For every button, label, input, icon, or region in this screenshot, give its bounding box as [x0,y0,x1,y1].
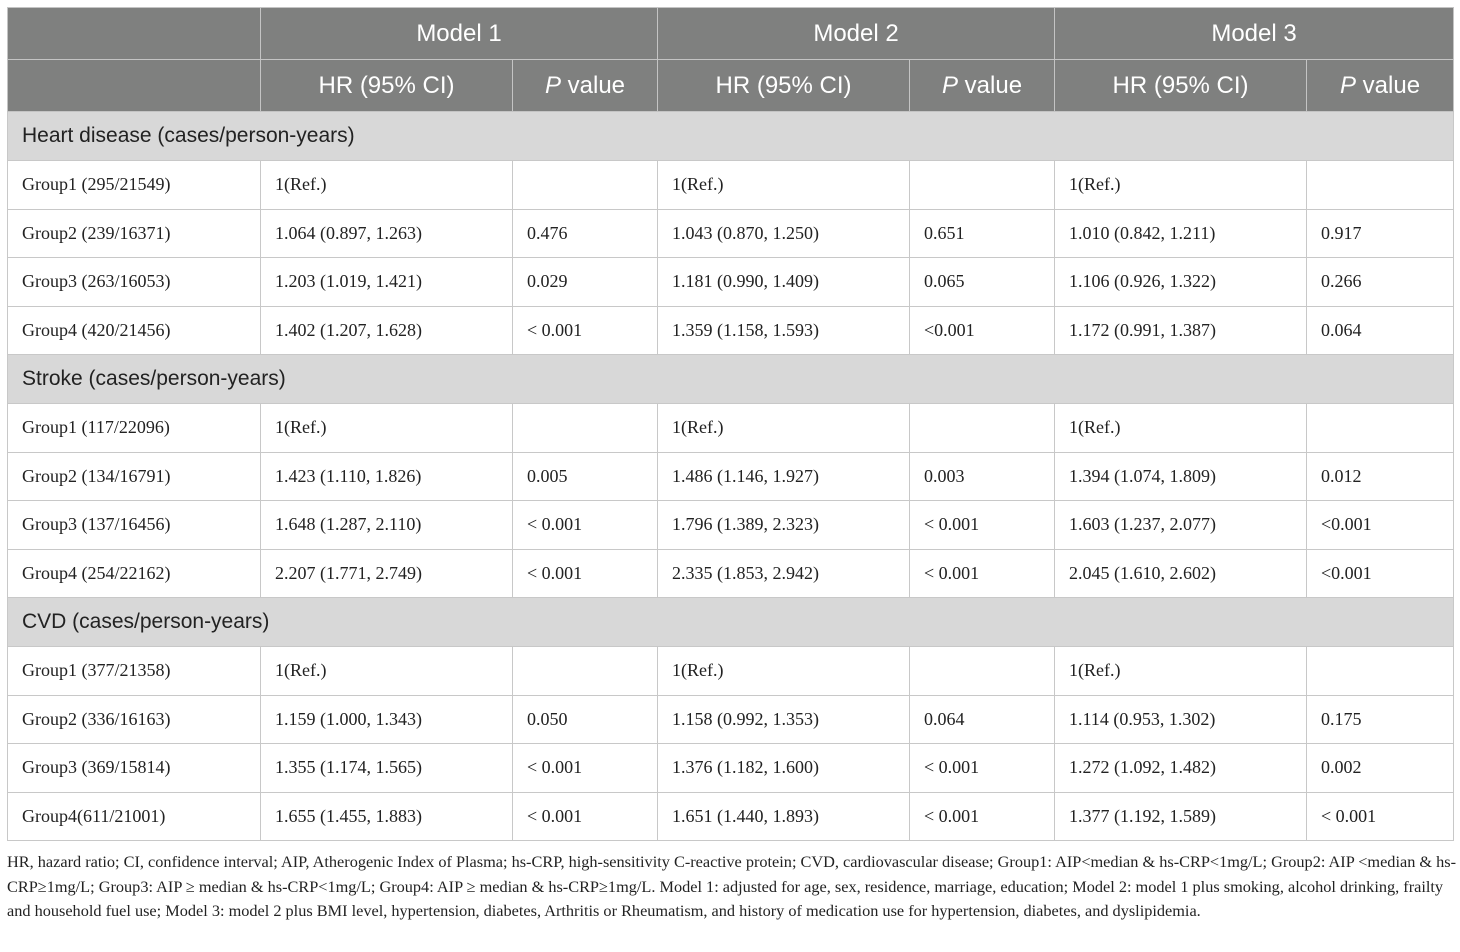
section-header-row [8,355,1454,404]
model-3-hr-cell: 1.377 (1.192, 1.589) [1055,792,1307,841]
group-cell: Group1 (117/22096) [8,404,261,453]
corner-cell-lower [8,60,261,112]
table-row [8,744,1454,793]
model-1-hr-cell: 1.064 (0.897, 1.263) [261,209,513,258]
p-italic: P [941,71,958,99]
model-2-p-cell: <0.001 [910,306,1055,355]
group-cell: Group4 (254/22162) [8,549,261,598]
model-1-p-cell: 0.005 [513,452,658,501]
model-1-hr-cell: 1.402 (1.207, 1.628) [261,306,513,355]
model-2-hr-cell: 1.043 (0.870, 1.250) [658,209,910,258]
model-3-p-cell: < 0.001 [1307,792,1454,841]
table-row [8,695,1454,744]
model-2-hr-cell: 1.359 (1.158, 1.593) [658,306,910,355]
group-cell: Group3 (263/16053) [8,258,261,307]
model-2-p-cell: 0.064 [910,695,1055,744]
model-1-p-cell: 0.476 [513,209,658,258]
group-cell: Group4(611/21001) [8,792,261,841]
model-2-p-cell [910,161,1055,210]
model-1-p-cell: < 0.001 [513,744,658,793]
model-3-p-cell: <0.001 [1307,501,1454,550]
model-3-hr-cell: 1.010 (0.842, 1.211) [1055,209,1307,258]
table-row [8,647,1454,696]
model-3-hr-cell: 1(Ref.) [1055,647,1307,696]
model-2-hr-cell: 1(Ref.) [658,404,910,453]
table-row [8,209,1454,258]
p-label-rest: value [1356,71,1421,99]
hr-header: HR (95% CI) [261,60,513,112]
table-row [8,792,1454,841]
table-row [8,549,1454,598]
model-3-p-cell: 0.917 [1307,209,1454,258]
corner-cell [8,8,261,60]
group-cell: Group4 (420/21456) [8,306,261,355]
model-1-header: Model 1 [261,8,658,60]
model-2-p-cell: < 0.001 [910,501,1055,550]
model-2-hr-cell: 1.796 (1.389, 2.323) [658,501,910,550]
hazard-ratio-table [7,7,1454,841]
table-row [8,161,1454,210]
table-row [8,258,1454,307]
group-cell: Group3 (137/16456) [8,501,261,550]
hr-header: HR (95% CI) [658,60,910,112]
section-title: Stroke (cases/person-years) [8,355,1454,404]
group-cell: Group1 (295/21549) [8,161,261,210]
model-3-hr-cell: 1.272 (1.092, 1.482) [1055,744,1307,793]
model-3-header: Model 3 [1055,8,1454,60]
section-header-row [8,598,1454,647]
model-1-p-cell: < 0.001 [513,501,658,550]
model-2-hr-cell: 1.486 (1.146, 1.927) [658,452,910,501]
group-cell: Group3 (369/15814) [8,744,261,793]
model-3-p-cell [1307,647,1454,696]
model-3-hr-cell: 2.045 (1.610, 2.602) [1055,549,1307,598]
model-1-hr-cell: 1(Ref.) [261,647,513,696]
model-2-p-cell [910,647,1055,696]
model-1-p-cell [513,647,658,696]
model-1-hr-cell: 1.159 (1.000, 1.343) [261,695,513,744]
p-value-header [910,60,1055,112]
model-2-hr-cell: 1(Ref.) [658,161,910,210]
model-3-hr-cell: 1.106 (0.926, 1.322) [1055,258,1307,307]
results-table-container [7,7,1453,841]
model-2-p-cell: < 0.001 [910,744,1055,793]
model-1-p-cell [513,404,658,453]
model-3-p-cell: <0.001 [1307,549,1454,598]
model-3-hr-cell: 1(Ref.) [1055,161,1307,210]
model-1-p-cell: < 0.001 [513,549,658,598]
section-title: CVD (cases/person-years) [8,598,1454,647]
model-header-row [8,8,1454,60]
model-1-hr-cell: 1.423 (1.110, 1.826) [261,452,513,501]
model-2-p-cell: < 0.001 [910,549,1055,598]
model-1-hr-cell: 1.655 (1.455, 1.883) [261,792,513,841]
model-3-p-cell: 0.064 [1307,306,1454,355]
model-2-p-cell: < 0.001 [910,792,1055,841]
table-row [8,452,1454,501]
table-row [8,501,1454,550]
p-italic: P [1340,71,1357,99]
group-cell: Group2 (336/16163) [8,695,261,744]
model-1-p-cell: 0.050 [513,695,658,744]
section-title: Heart disease (cases/person-years) [8,112,1454,161]
p-value-header [513,60,658,112]
model-2-hr-cell: 1.376 (1.182, 1.600) [658,744,910,793]
model-1-p-cell: < 0.001 [513,306,658,355]
model-3-hr-cell: 1.394 (1.074, 1.809) [1055,452,1307,501]
group-cell: Group2 (134/16791) [8,452,261,501]
section-header-row [8,112,1454,161]
model-1-p-cell [513,161,658,210]
model-1-p-cell: 0.029 [513,258,658,307]
model-2-p-cell: 0.003 [910,452,1055,501]
table-header [8,8,1454,112]
hr-header: HR (95% CI) [1055,60,1307,112]
p-italic: P [544,71,561,99]
model-3-hr-cell: 1.603 (1.237, 2.077) [1055,501,1307,550]
model-3-p-cell [1307,161,1454,210]
model-2-p-cell: 0.065 [910,258,1055,307]
table-footnote: HR, hazard ratio; CI, confidence interval; AIP, Atherogenic Index of Plasma; hs-CRP, high-sensitivity C-reactive protein; CVD, cardiovascular disease; Group1: AIP<median & hs-CRP<1mg/L; Group2: AIP <median & hs-CRP≥1mg/L; Group3: AIP ≥ median & hs-CRP<1mg/L; Group4: AIP ≥ median & hs-CRP≥1mg/L. Model 1: adjusted for age, sex, residence, marriage, education; Model 2: model 1 plus smoking, alcohol drinking, frailty and household fuel use; Model 3: model 2 plus BMI level, hypertension, diabetes, Arthritis or Rheumatism, and history of medication use for hypertension, diabetes, and dyslipidemia. [7,852,1457,920]
model-1-hr-cell: 1(Ref.) [261,404,513,453]
group-cell: Group2 (239/16371) [8,209,261,258]
model-2-hr-cell: 1.181 (0.990, 1.409) [658,258,910,307]
model-1-hr-cell: 1.355 (1.174, 1.565) [261,744,513,793]
model-3-p-cell: 0.266 [1307,258,1454,307]
model-2-p-cell [910,404,1055,453]
model-3-p-cell: 0.012 [1307,452,1454,501]
model-2-p-cell: 0.651 [910,209,1055,258]
model-3-hr-cell: 1.172 (0.991, 1.387) [1055,306,1307,355]
model-2-hr-cell: 1.158 (0.992, 1.353) [658,695,910,744]
model-1-hr-cell: 1.648 (1.287, 2.110) [261,501,513,550]
p-label-rest: value [560,71,626,99]
table-row [8,306,1454,355]
model-3-p-cell: 0.175 [1307,695,1454,744]
model-1-p-cell: < 0.001 [513,792,658,841]
p-value-header [1307,60,1454,112]
model-2-hr-cell: 1.651 (1.440, 1.893) [658,792,910,841]
model-2-hr-cell: 1(Ref.) [658,647,910,696]
model-1-hr-cell: 1(Ref.) [261,161,513,210]
p-label-rest: value [958,71,1023,99]
model-1-hr-cell: 2.207 (1.771, 2.749) [261,549,513,598]
model-3-hr-cell: 1(Ref.) [1055,404,1307,453]
model-2-header: Model 2 [658,8,1055,60]
table-row [8,404,1454,453]
model-3-hr-cell: 1.114 (0.953, 1.302) [1055,695,1307,744]
model-2-hr-cell: 2.335 (1.853, 2.942) [658,549,910,598]
model-1-hr-cell: 1.203 (1.019, 1.421) [261,258,513,307]
model-3-p-cell [1307,404,1454,453]
model-3-p-cell: 0.002 [1307,744,1454,793]
subheader-row [8,60,1454,112]
table-body [8,112,1454,841]
group-cell: Group1 (377/21358) [8,647,261,696]
